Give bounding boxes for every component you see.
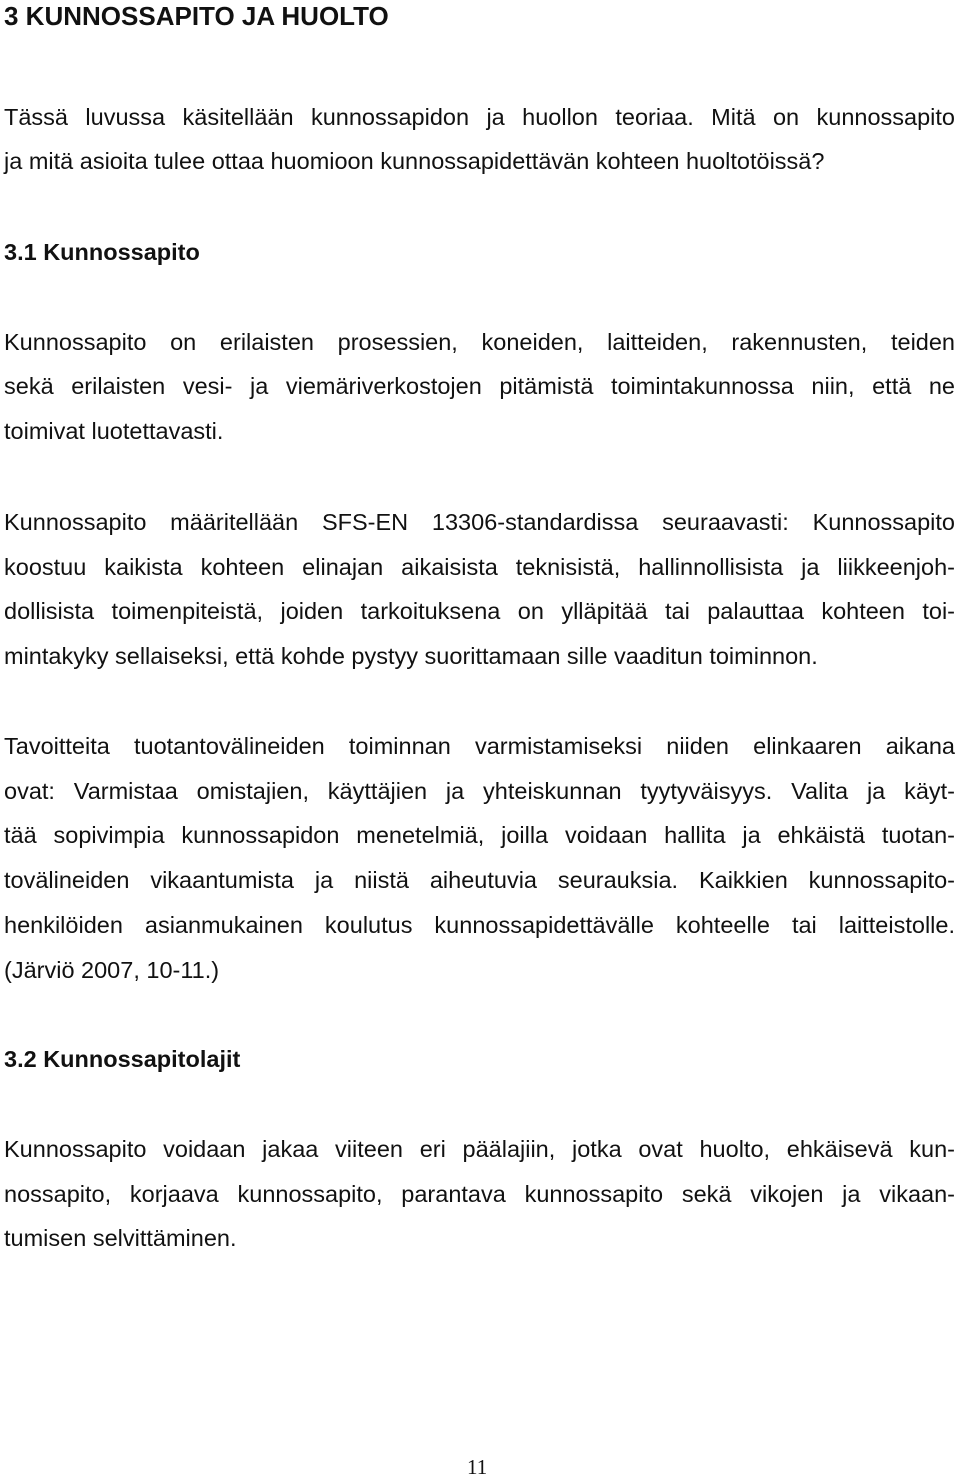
s1-p1-line-3: toimivat luotettavasti. bbox=[4, 418, 224, 444]
s1-p3-line-2: ovat: Varmistaa omistajien, käyttäjien ja yhteiskunnan tyytyväisyys. Valita ja käyt- bbox=[4, 778, 955, 804]
s1-p3-line-1: Tavoitteita tuotantovälineiden toiminnan varmistamiseksi niiden elinkaaren aikana bbox=[4, 733, 955, 759]
page-number: 11 bbox=[467, 1455, 488, 1479]
s2-p1-line-1: Kunnossapito voidaan jakaa viiteen eri päälajiin, jotka ovat huolto, ehkäisevä kun- bbox=[4, 1136, 955, 1162]
s1-p2-line-2: koostuu kaikista kohteen elinajan aikaisista teknisistä, hallinnollisista ja liikkeenjoh- bbox=[4, 554, 955, 580]
s1-p2-line-3: dollisista toimenpiteistä, joiden tarkoituksena on ylläpitää tai palauttaa kohteen toi- bbox=[4, 598, 955, 624]
chapter-heading: 3 KUNNOSSAPITO JA HUOLTO bbox=[4, 1, 389, 31]
section-heading-3-1: 3.1 Kunnossapito bbox=[4, 239, 200, 265]
s1-p2-line-1: Kunnossapito määritellään SFS-EN 13306-standardissa seuraavasti: Kunnossapito bbox=[4, 509, 955, 535]
s1-p3-line-5: henkilöiden asianmukainen koulutus kunnossapidettävälle kohteelle tai laitteistolle. bbox=[4, 912, 955, 938]
intro-line-1: Tässä luvussa käsitellään kunnossapidon ja huollon teoriaa. Mitä on kunnossapito bbox=[4, 104, 955, 130]
s2-p1-line-3: tumisen selvittäminen. bbox=[4, 1225, 237, 1251]
s1-p3-line-3: tää sopivimpia kunnossapidon menetelmiä, joilla voidaan hallita ja ehkäistä tuotan- bbox=[4, 822, 955, 848]
s1-p2-line-4: mintakyky sellaiseksi, että kohde pystyy suorittamaan sille vaaditun toiminnon. bbox=[4, 643, 818, 669]
s1-p1-line-1: Kunnossapito on erilaisten prosessien, koneiden, laitteiden, rakennusten, teiden bbox=[4, 329, 955, 355]
s2-p1-line-2: nossapito, korjaava kunnossapito, parantava kunnossapito sekä vikojen ja vikaan- bbox=[4, 1181, 955, 1207]
s1-p3-line-6: (Järviö 2007, 10-11.) bbox=[4, 957, 220, 983]
section-heading-3-2: 3.2 Kunnossapitolajit bbox=[4, 1046, 241, 1072]
s1-p1-line-2: sekä erilaisten vesi- ja viemäriverkostojen pitämistä toimintakunnossa niin, että ne bbox=[4, 373, 955, 399]
s1-p3-line-4: tovälineiden vikaantumista ja niistä aiheutuvia seurauksia. Kaikkien kunnossapito- bbox=[4, 867, 955, 893]
intro-line-2: ja mitä asioita tulee ottaa huomioon kunnossapidettävän kohteen huoltotöissä? bbox=[4, 148, 825, 174]
